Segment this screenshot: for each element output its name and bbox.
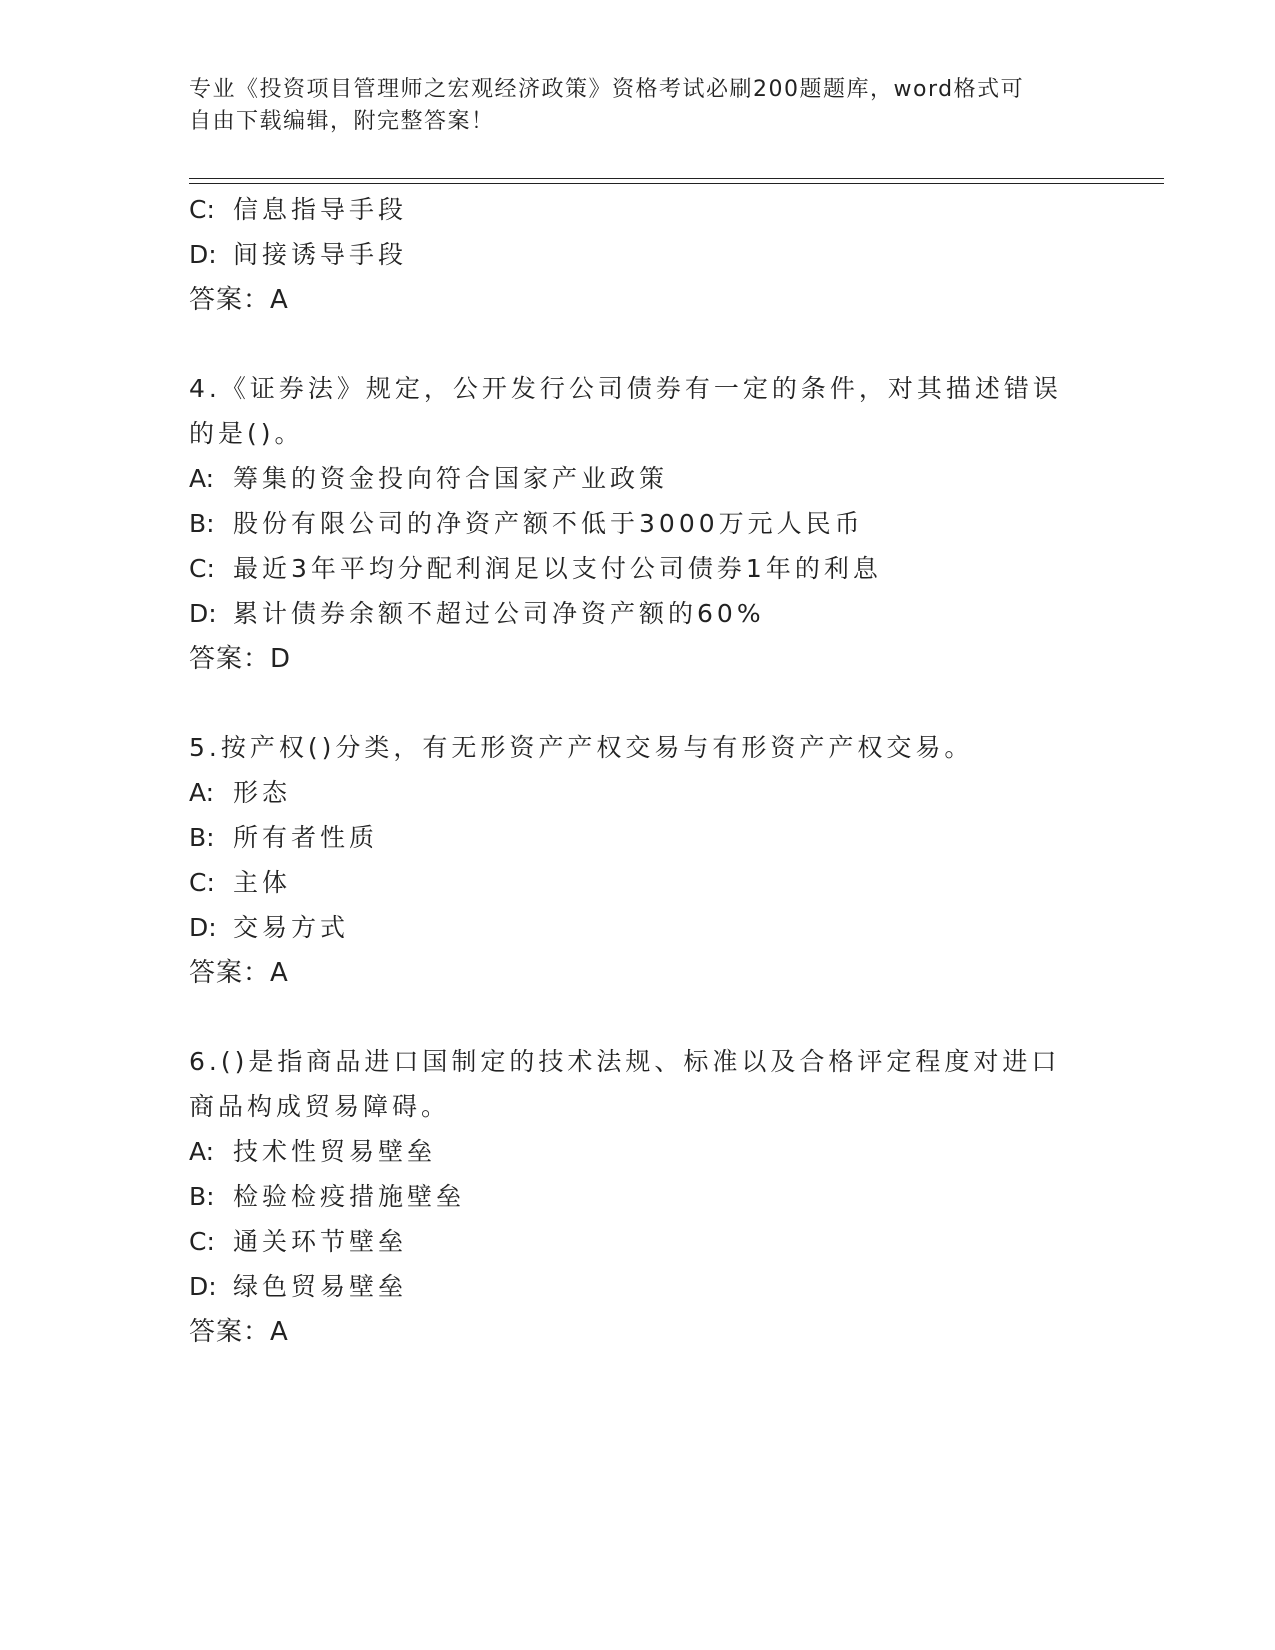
option-text: 最近3年平均分配利润足以支付公司债券1年的利息: [233, 554, 882, 583]
option-key: B:: [189, 1182, 215, 1211]
option-text: 股份有限公司的净资产额不低于3000万元人民币: [233, 509, 864, 538]
option-text: 绿色贸易壁垒: [233, 1272, 408, 1301]
option-text: 主体: [233, 868, 292, 897]
option-text: 累计债券余额不超过公司净资产额的60%: [233, 599, 765, 628]
option-text: 交易方式: [233, 913, 350, 942]
option-text: 间接诱导手段: [233, 240, 408, 269]
option-text: 信息指导手段: [233, 195, 408, 224]
q5-option-a: [189, 778, 291, 808]
option-text: 形态: [233, 778, 292, 807]
option-key: D:: [189, 913, 217, 942]
option-text: 通关环节壁垒: [233, 1227, 408, 1256]
q5-option-b: [189, 823, 378, 853]
q6-option-a: [189, 1137, 436, 1167]
q6-answer: 答案：A: [189, 1317, 289, 1347]
option-key: B:: [189, 823, 215, 852]
header-line-1: 专业《投资项目管理师之宏观经济政策》资格考试必刷200题题库，word格式可: [189, 77, 1025, 102]
q5-stem-line-1: 5.按产权()分类，有无形资产产权交易与有形资产产权交易。: [189, 733, 974, 762]
header-divider-bottom: [189, 183, 1164, 184]
option-text: 技术性贸易壁垒: [233, 1137, 437, 1166]
option-key: A:: [189, 778, 215, 807]
option-text: 所有者性质: [233, 823, 379, 852]
option-key: C:: [189, 554, 215, 583]
option-text: 检验检疫措施壁垒: [233, 1182, 466, 1211]
option-key: C:: [189, 195, 215, 224]
header-divider-top: [189, 178, 1164, 179]
q3-answer: 答案：A: [189, 285, 289, 315]
option-key: B:: [189, 509, 215, 538]
option-key: D:: [189, 240, 217, 269]
option-key: D:: [189, 1272, 217, 1301]
option-key: D:: [189, 599, 217, 628]
q6-option-d: [189, 1272, 407, 1302]
q5-answer: 答案：A: [189, 958, 289, 988]
header-line-2: 自由下载编辑，附完整答案！: [189, 109, 495, 134]
document-header: [189, 74, 1069, 138]
q6-stem-line-2: 商品构成贸易障碍。: [189, 1092, 451, 1121]
q4-option-c: [189, 554, 882, 584]
q4-stem-line-2: 的是()。: [189, 419, 304, 448]
q4-option-a: [189, 464, 668, 494]
q4-answer: 答案：D: [189, 644, 292, 674]
q6-stem-line-1: 6.()是指商品进口国制定的技术法规、标准以及合格评定程度对进口: [189, 1047, 1061, 1076]
q4-option-d: [189, 599, 765, 629]
q4-stem-line-1: 4.《证券法》规定，公开发行公司债券有一定的条件，对其描述错误: [189, 374, 1062, 403]
option-key: C:: [189, 868, 215, 897]
q5-option-d: [189, 913, 349, 943]
q6-option-c: [189, 1227, 407, 1257]
q6-option-b: [189, 1182, 465, 1212]
q5-option-c: [189, 868, 291, 898]
option-key: C:: [189, 1227, 215, 1256]
option-key: A:: [189, 464, 215, 493]
q3-option-d: [189, 240, 407, 270]
q4-option-b: [189, 509, 864, 539]
option-key: A:: [189, 1137, 215, 1166]
option-text: 筹集的资金投向符合国家产业政策: [233, 464, 669, 493]
q3-option-c: [189, 195, 407, 225]
